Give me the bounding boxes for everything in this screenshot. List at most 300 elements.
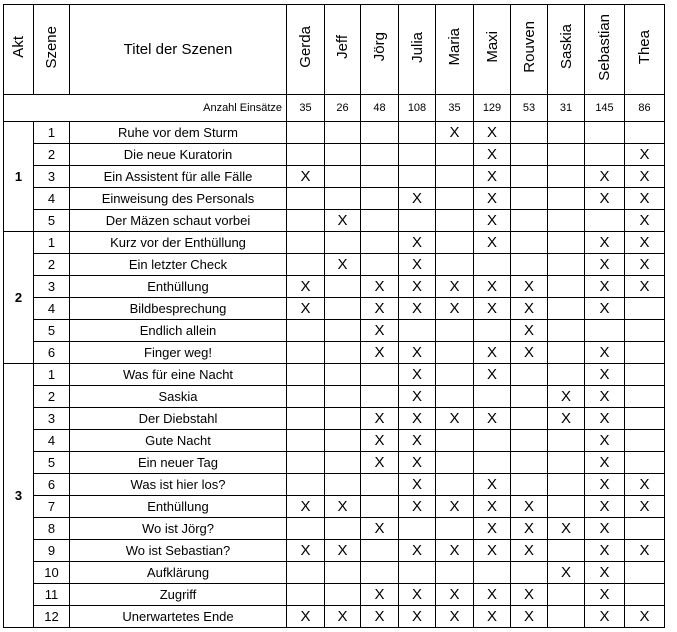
cast-cell: [399, 364, 436, 386]
character-header: [625, 5, 665, 95]
cast-cell: [361, 540, 399, 562]
cast-cell: [399, 518, 436, 540]
scene-title: Kurz vor der Enthüllung: [70, 232, 287, 254]
character-count: 129: [474, 95, 511, 122]
cast-cell: [625, 144, 665, 166]
character-header: [585, 5, 625, 95]
cast-cell: [399, 188, 436, 210]
cast-cell: [287, 342, 325, 364]
cast-cell: [436, 386, 474, 408]
cast-cell: [287, 232, 325, 254]
character-header: [287, 5, 325, 95]
character-header: [325, 5, 361, 95]
cast-cell: [548, 386, 585, 408]
character-name: Maria: [446, 28, 463, 66]
scene-title: Wo ist Jörg?: [70, 518, 287, 540]
cast-cell: [585, 232, 625, 254]
cast-cell: [399, 606, 436, 628]
cast-cell: [511, 452, 548, 474]
cast-mark: X: [523, 542, 534, 559]
scene-title: Bildbesprechung: [70, 298, 287, 320]
scene-title: Die neue Kuratorin: [70, 144, 287, 166]
cast-cell: [625, 122, 665, 144]
cast-cell: [399, 298, 436, 320]
character-header: [361, 5, 399, 95]
cast-mark: X: [486, 344, 497, 361]
cast-cell: [585, 496, 625, 518]
cast-cell: [511, 496, 548, 518]
cast-cell: [436, 254, 474, 276]
cast-cell: [511, 408, 548, 430]
cast-mark: X: [374, 322, 385, 339]
cast-cell: [325, 232, 361, 254]
cast-cell: [625, 540, 665, 562]
character-name: Sebastian: [596, 13, 613, 81]
cast-cell: [325, 364, 361, 386]
scene-row: [4, 474, 665, 496]
scene-title: Unerwartetes Ende: [70, 606, 287, 628]
cast-cell: [474, 518, 511, 540]
cast-cell: [474, 342, 511, 364]
scene-title: Wo ist Sebastian?: [70, 540, 287, 562]
cast-cell: [585, 452, 625, 474]
cast-cell: [325, 298, 361, 320]
cast-mark: X: [449, 410, 460, 427]
scene-number: 8: [34, 518, 70, 540]
cast-cell: [399, 562, 436, 584]
cast-mark: X: [411, 476, 422, 493]
scene-row: [4, 232, 665, 254]
cast-cell: [625, 342, 665, 364]
cast-cell: [625, 584, 665, 606]
cast-cell: [361, 518, 399, 540]
cast-cell: [474, 562, 511, 584]
cast-cell: [325, 430, 361, 452]
cast-mark: X: [374, 608, 385, 625]
character-count: 145: [585, 95, 625, 122]
cast-mark: X: [599, 190, 610, 207]
scene-number: 5: [34, 452, 70, 474]
character-name: Julia: [408, 31, 426, 63]
scene-title: Einweisung des Personals: [70, 188, 287, 210]
cast-cell: [361, 254, 399, 276]
character-header: [474, 5, 511, 95]
cast-mark: X: [599, 520, 610, 537]
cast-mark: X: [374, 278, 385, 295]
cast-mark: X: [411, 278, 422, 295]
cast-mark: X: [337, 256, 348, 273]
scene-row: [4, 584, 665, 606]
cast-mark: X: [374, 586, 385, 603]
cast-cell: [287, 430, 325, 452]
cast-cell: [548, 584, 585, 606]
scene-row: [4, 430, 665, 452]
character-count: 108: [399, 95, 436, 122]
cast-mark: X: [411, 410, 422, 427]
header-row: [4, 5, 665, 95]
cast-cell: [325, 144, 361, 166]
cast-cell: [474, 452, 511, 474]
cast-mark: X: [374, 300, 385, 317]
cast-cell: [399, 232, 436, 254]
cast-cell: [585, 540, 625, 562]
cast-cell: [361, 276, 399, 298]
cast-mark: X: [599, 234, 610, 251]
cast-cell: [287, 518, 325, 540]
cast-cell: [511, 298, 548, 320]
scene-title: Der Mäzen schaut vorbei: [70, 210, 287, 232]
scene-title: Was ist hier los?: [70, 474, 287, 496]
cast-cell: [287, 122, 325, 144]
cast-cell: [474, 364, 511, 386]
cast-cell: [399, 408, 436, 430]
akt-header-label: Akt: [10, 36, 27, 58]
cast-cell: [548, 430, 585, 452]
cast-cell: [511, 122, 548, 144]
cast-cell: [399, 430, 436, 452]
cast-mark: X: [411, 234, 422, 251]
cast-cell: [361, 364, 399, 386]
cast-cell: [287, 540, 325, 562]
cast-mark: X: [411, 388, 422, 405]
cast-cell: [548, 342, 585, 364]
cast-cell: [287, 562, 325, 584]
cast-cell: [585, 188, 625, 210]
szene-header: [34, 5, 70, 95]
cast-cell: [325, 452, 361, 474]
cast-mark: X: [411, 608, 422, 625]
cast-mark: X: [560, 520, 571, 537]
cast-cell: [625, 386, 665, 408]
cast-cell: [625, 474, 665, 496]
character-name: Maxi: [483, 31, 501, 63]
cast-cell: [511, 540, 548, 562]
cast-cell: [511, 210, 548, 232]
character-name: Gerda: [297, 26, 314, 68]
scene-number: 5: [34, 320, 70, 342]
cast-cell: [361, 430, 399, 452]
cast-cell: [399, 496, 436, 518]
cast-mark: X: [449, 300, 460, 317]
cast-cell: [474, 584, 511, 606]
cast-cell: [399, 166, 436, 188]
character-count: 86: [625, 95, 665, 122]
cast-cell: [585, 518, 625, 540]
cast-cell: [474, 298, 511, 320]
cast-cell: [325, 320, 361, 342]
cast-cell: [436, 188, 474, 210]
cast-cell: [474, 122, 511, 144]
cast-cell: [474, 496, 511, 518]
cast-cell: [399, 320, 436, 342]
cast-cell: [585, 474, 625, 496]
cast-cell: [361, 496, 399, 518]
count-row-label: Anzahl Einsätze: [4, 95, 287, 122]
cast-cell: [625, 452, 665, 474]
scene-number: 7: [34, 496, 70, 518]
cast-cell: [474, 210, 511, 232]
scene-row: [4, 408, 665, 430]
cast-mark: X: [599, 498, 610, 515]
cast-cell: [585, 276, 625, 298]
cast-cell: [399, 342, 436, 364]
cast-cell: [325, 562, 361, 584]
cast-cell: [399, 276, 436, 298]
cast-cell: [625, 188, 665, 210]
cast-cell: [287, 210, 325, 232]
cast-mark: X: [560, 388, 571, 405]
scene-number: 1: [34, 122, 70, 144]
cast-mark: X: [599, 454, 610, 471]
cast-mark: X: [449, 608, 460, 625]
cast-cell: [548, 452, 585, 474]
cast-cell: [585, 430, 625, 452]
cast-mark: X: [300, 498, 311, 515]
scene-title: Ruhe vor dem Sturm: [70, 122, 287, 144]
scene-row: [4, 166, 665, 188]
scene-row: [4, 386, 665, 408]
cast-mark: X: [486, 190, 497, 207]
character-header: [548, 5, 585, 95]
cast-cell: [287, 584, 325, 606]
cast-cell: [361, 606, 399, 628]
cast-mark: X: [486, 124, 497, 141]
cast-cell: [436, 496, 474, 518]
scene-row: [4, 540, 665, 562]
cast-cell: [399, 210, 436, 232]
act-number: 2: [4, 232, 34, 364]
cast-mark: X: [560, 564, 571, 581]
cast-mark: X: [639, 498, 650, 515]
cast-cell: [325, 122, 361, 144]
cast-cell: [474, 474, 511, 496]
cast-mark: X: [523, 586, 534, 603]
scene-row: [4, 188, 665, 210]
cast-cell: [436, 144, 474, 166]
scene-number: 6: [34, 474, 70, 496]
cast-mark: X: [599, 564, 610, 581]
cast-mark: X: [486, 212, 497, 229]
cast-cell: [548, 540, 585, 562]
cast-cell: [585, 122, 625, 144]
cast-mark: X: [337, 212, 348, 229]
character-count: 48: [361, 95, 399, 122]
cast-cell: [548, 496, 585, 518]
cast-mark: X: [486, 300, 497, 317]
cast-cell: [361, 386, 399, 408]
character-count: 35: [436, 95, 474, 122]
cast-mark: X: [523, 344, 534, 361]
cast-cell: [548, 474, 585, 496]
character-name: Saskia: [557, 24, 575, 70]
cast-mark: X: [599, 388, 610, 405]
cast-cell: [399, 540, 436, 562]
cast-cell: [436, 166, 474, 188]
cast-cell: [625, 518, 665, 540]
cast-cell: [474, 430, 511, 452]
cast-mark: X: [523, 498, 534, 515]
cast-mark: X: [337, 542, 348, 559]
cast-mark: X: [639, 278, 650, 295]
scene-title: Aufklärung: [70, 562, 287, 584]
cast-cell: [585, 320, 625, 342]
cast-mark: X: [486, 476, 497, 493]
cast-mark: X: [486, 498, 497, 515]
cast-cell: [474, 276, 511, 298]
cast-cell: [625, 562, 665, 584]
title-header: Titel der Szenen: [70, 5, 287, 95]
cast-cell: [399, 144, 436, 166]
character-header: [511, 5, 548, 95]
scene-row: [4, 562, 665, 584]
cast-cell: [548, 320, 585, 342]
cast-mark: X: [599, 366, 610, 383]
cast-cell: [325, 496, 361, 518]
cast-cell: [511, 254, 548, 276]
act-number: 3: [4, 364, 34, 628]
cast-mark: X: [599, 542, 610, 559]
cast-cell: [361, 408, 399, 430]
cast-cell: [361, 188, 399, 210]
cast-mark: X: [639, 212, 650, 229]
cast-cell: [474, 144, 511, 166]
cast-cell: [325, 606, 361, 628]
cast-cell: [287, 320, 325, 342]
cast-cell: [436, 122, 474, 144]
cast-cell: [474, 408, 511, 430]
cast-mark: X: [639, 542, 650, 559]
cast-mark: X: [639, 146, 650, 163]
cast-cell: [399, 386, 436, 408]
scene-number: 6: [34, 342, 70, 364]
scene-title: Saskia: [70, 386, 287, 408]
cast-cell: [436, 408, 474, 430]
cast-cell: [511, 320, 548, 342]
cast-cell: [287, 276, 325, 298]
cast-cell: [361, 320, 399, 342]
cast-cell: [548, 606, 585, 628]
cast-mark: X: [374, 344, 385, 361]
cast-mark: X: [337, 498, 348, 515]
scene-number: 3: [34, 166, 70, 188]
cast-cell: [511, 584, 548, 606]
cast-cell: [361, 210, 399, 232]
cast-cell: [585, 144, 625, 166]
cast-cell: [585, 562, 625, 584]
cast-mark: X: [486, 234, 497, 251]
cast-cell: [548, 210, 585, 232]
cast-cell: [585, 166, 625, 188]
character-count: 53: [511, 95, 548, 122]
cast-mark: X: [374, 520, 385, 537]
scene-title: Ein letzter Check: [70, 254, 287, 276]
scene-number: 1: [34, 232, 70, 254]
cast-cell: [325, 276, 361, 298]
cast-cell: [361, 232, 399, 254]
cast-cell: [361, 144, 399, 166]
cast-cell: [325, 254, 361, 276]
cast-mark: X: [411, 586, 422, 603]
scene-number: 4: [34, 188, 70, 210]
cast-cell: [287, 474, 325, 496]
cast-cell: [325, 408, 361, 430]
cast-mark: X: [486, 168, 497, 185]
cast-mark: X: [411, 542, 422, 559]
cast-cell: [436, 210, 474, 232]
cast-cell: [625, 496, 665, 518]
cast-cell: [548, 562, 585, 584]
cast-mark: X: [300, 542, 311, 559]
cast-mark: X: [486, 146, 497, 163]
cast-cell: [361, 122, 399, 144]
cast-mark: X: [486, 586, 497, 603]
cast-mark: X: [486, 410, 497, 427]
scene-row: [4, 452, 665, 474]
cast-cell: [474, 320, 511, 342]
scene-row: [4, 122, 665, 144]
scene-row: [4, 210, 665, 232]
cast-cell: [287, 188, 325, 210]
cast-mark: X: [411, 366, 422, 383]
cast-mark: X: [449, 542, 460, 559]
cast-cell: [436, 430, 474, 452]
scene-title: Finger weg!: [70, 342, 287, 364]
act-number: 1: [4, 122, 34, 232]
scene-title: Ein Assistent für alle Fälle: [70, 166, 287, 188]
cast-cell: [625, 408, 665, 430]
cast-mark: X: [639, 608, 650, 625]
cast-mark: X: [639, 256, 650, 273]
cast-cell: [436, 562, 474, 584]
cast-cell: [585, 408, 625, 430]
cast-cell: [399, 122, 436, 144]
cast-cell: [511, 364, 548, 386]
cast-cell: [325, 540, 361, 562]
cast-cell: [511, 342, 548, 364]
cast-cell: [325, 518, 361, 540]
cast-cell: [325, 166, 361, 188]
cast-mark: X: [374, 432, 385, 449]
cast-cell: [325, 386, 361, 408]
cast-cell: [548, 122, 585, 144]
cast-cell: [287, 606, 325, 628]
cast-cell: [625, 320, 665, 342]
scene-number: 2: [34, 254, 70, 276]
cast-cell: [399, 474, 436, 496]
character-count: 35: [287, 95, 325, 122]
cast-mark: X: [523, 608, 534, 625]
cast-mark: X: [374, 454, 385, 471]
cast-mark: X: [411, 454, 422, 471]
cast-cell: [625, 232, 665, 254]
scene-row: [4, 364, 665, 386]
cast-cell: [399, 584, 436, 606]
scene-number: 3: [34, 408, 70, 430]
cast-cell: [436, 232, 474, 254]
cast-cell: [399, 452, 436, 474]
cast-cell: [287, 144, 325, 166]
cast-cell: [511, 166, 548, 188]
cast-cell: [436, 364, 474, 386]
cast-cell: [585, 386, 625, 408]
cast-mark: X: [599, 608, 610, 625]
cast-cell: [511, 606, 548, 628]
cast-mark: X: [599, 586, 610, 603]
cast-mark: X: [300, 608, 311, 625]
cast-cell: [474, 540, 511, 562]
cast-cell: [585, 606, 625, 628]
cast-cell: [548, 232, 585, 254]
